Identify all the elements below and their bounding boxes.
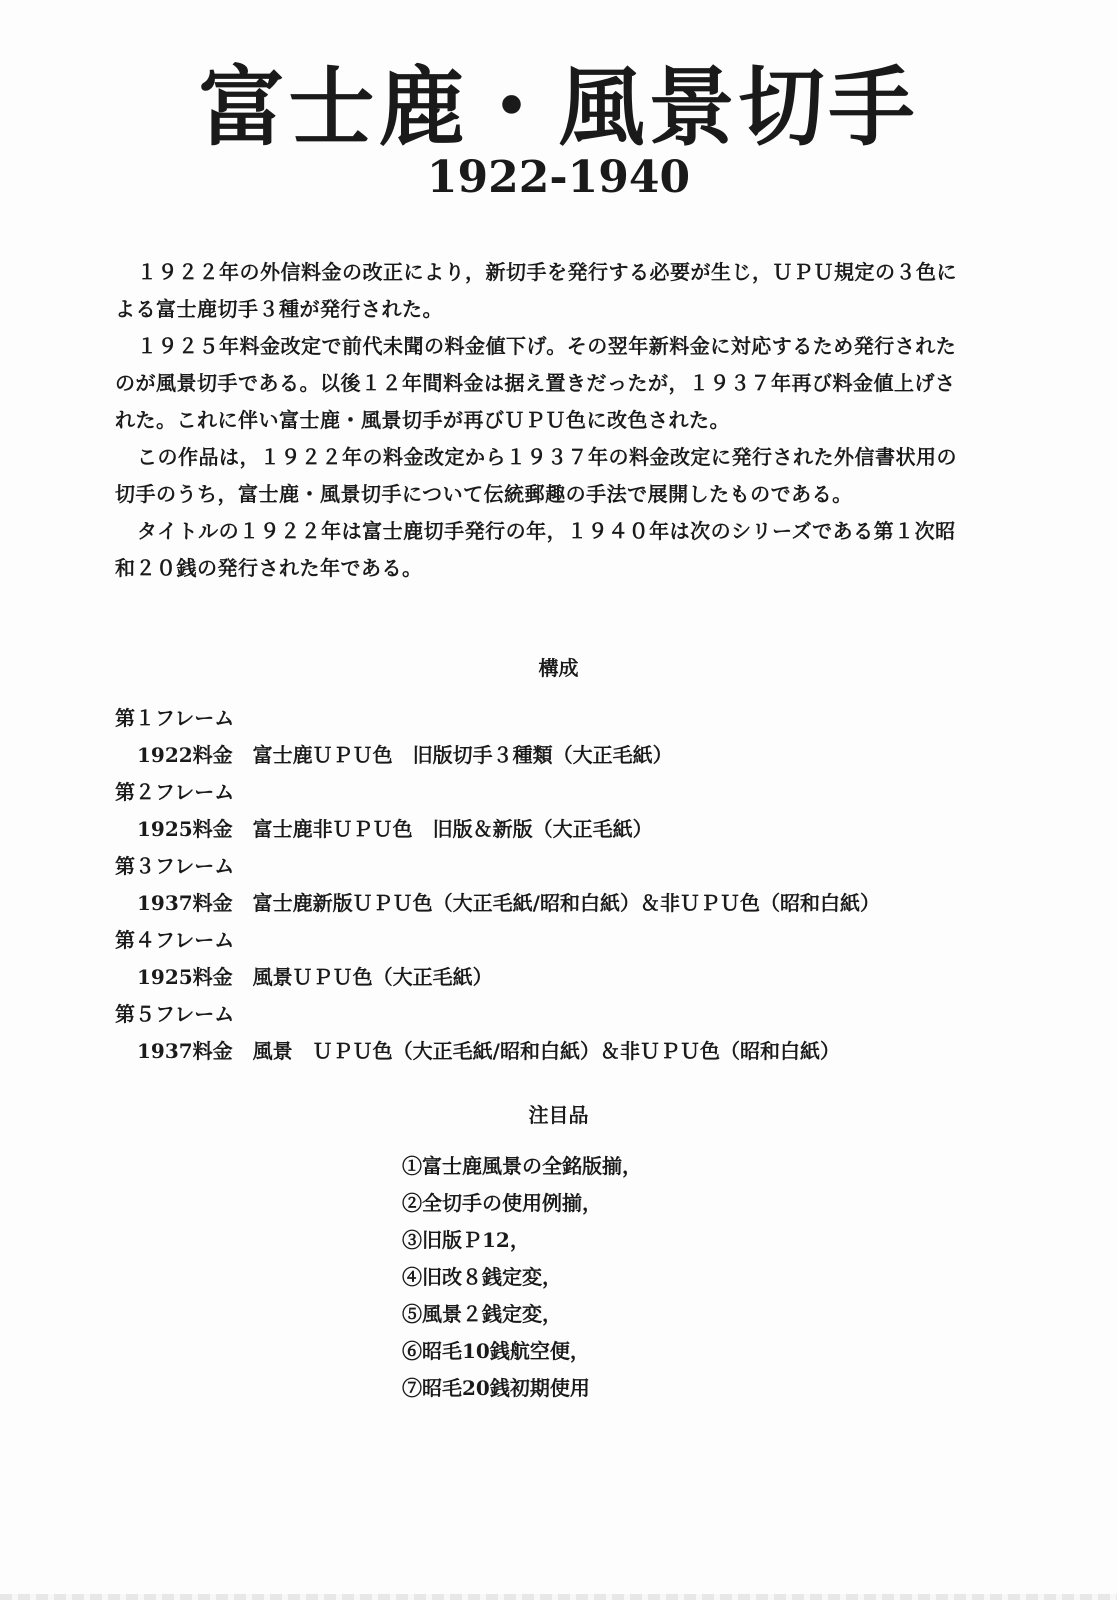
frame-label: 第５フレーム bbox=[115, 1002, 235, 1026]
highlight-item: ④旧改８銭定変， bbox=[402, 1265, 562, 1289]
frame-label: 第４フレーム bbox=[115, 928, 235, 952]
frame-description: 1922料金 富士鹿ＵＰＵ色 旧版切手３種類（大正毛紙） bbox=[137, 743, 673, 767]
frame-description: 1937料金 富士鹿新版ＵＰＵ色（大正毛紙/昭和白紙）＆非ＵＰＵ色（昭和白紙） bbox=[137, 891, 880, 915]
frame-description: 1937料金 風景 ＵＰＵ色（大正毛紙/昭和白紙）＆非ＵＰＵ色（昭和白紙） bbox=[137, 1039, 840, 1063]
frame-label: 第２フレーム bbox=[115, 780, 235, 804]
intro-paragraph: １９２２年の外信料金の改正により，新切手を発行する必要が生じ，ＵＰＵ規定の３色による富士鹿切手３種が発行された。 bbox=[115, 260, 957, 321]
document-title: 富士鹿・風景切手 bbox=[198, 58, 919, 158]
frame-description: 1925料金 風景ＵＰＵ色（大正毛紙） bbox=[137, 965, 493, 989]
frame-label: 第１フレーム bbox=[115, 706, 235, 730]
composition-heading: 構成 bbox=[538, 656, 579, 680]
highlight-item: ①富士鹿風景の全銘版揃， bbox=[402, 1154, 642, 1178]
document-subtitle: 1922-1940 bbox=[426, 152, 691, 203]
highlight-item: ③旧版Ｐ12， bbox=[402, 1228, 530, 1252]
intro-paragraph: １９２５年料金改定で前代未聞の料金値下げ。その翌年新料金に対応するため発行されたのが風景切手である。以後１２年間料金は据え置きだったが，１９３７年再び料金値上げされた。これに伴い富士鹿・風景切手が再びＵＰＵ色に改色された。 bbox=[115, 334, 957, 432]
highlight-item: ⑥昭毛10銭航空便， bbox=[402, 1339, 590, 1363]
highlights-list bbox=[402, 1148, 902, 1407]
scan-edge-divider bbox=[0, 1594, 1117, 1600]
frame-label: 第３フレーム bbox=[115, 854, 235, 878]
intro-text bbox=[115, 254, 975, 587]
highlight-item: ⑦昭毛20銭初期使用 bbox=[402, 1376, 590, 1400]
intro-paragraph: タイトルの１９２２年は富士鹿切手発行の年，１９４０年は次のシリーズである第１次昭和２０銭の発行された年である。 bbox=[115, 519, 956, 580]
frames-list bbox=[115, 700, 1015, 1070]
frame-description: 1925料金 富士鹿非ＵＰＵ色 旧版＆新版（大正毛紙） bbox=[137, 817, 653, 841]
intro-paragraph: この作品は，１９２２年の料金改定から１９３７年の料金改定に発行された外信書状用の切手のうち，富士鹿・風景切手について伝統郵趣の手法で展開したものである。 bbox=[115, 445, 957, 506]
highlights-heading: 注目品 bbox=[528, 1103, 589, 1127]
highlight-item: ②全切手の使用例揃， bbox=[402, 1191, 602, 1215]
highlight-item: ⑤風景２銭定変， bbox=[402, 1302, 562, 1326]
